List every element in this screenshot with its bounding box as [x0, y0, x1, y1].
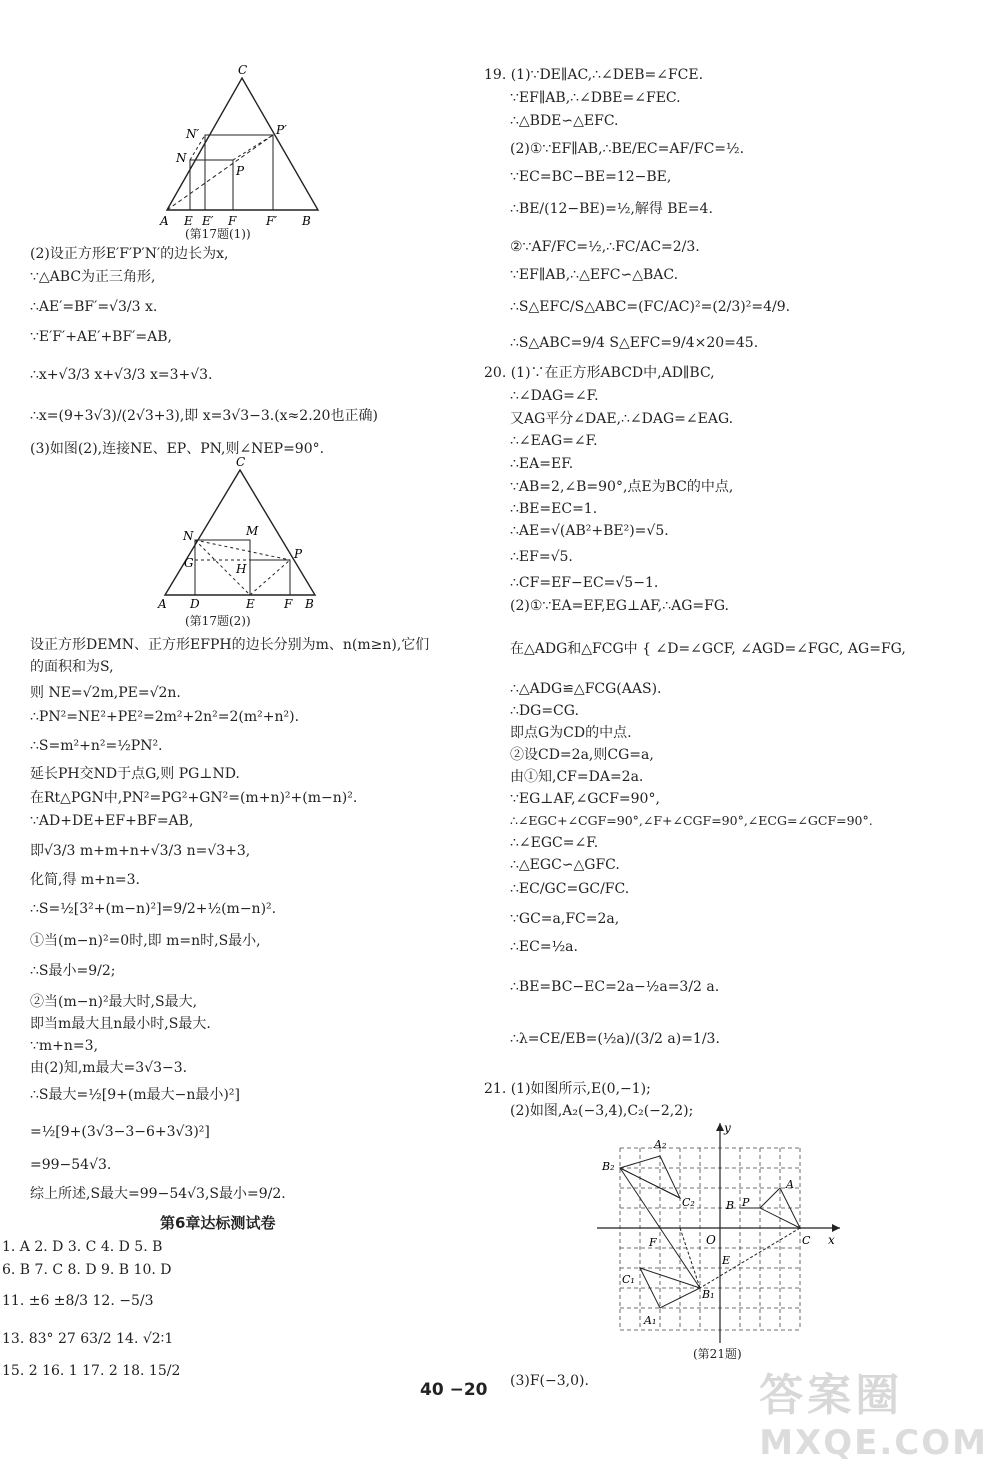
svg-text:P: P	[294, 547, 303, 561]
text-line: ∴CF=EF−EC=√5−1.	[510, 575, 659, 591]
figure-17-2-caption: (第17题(2))	[185, 614, 251, 628]
svg-text:P: P	[742, 1196, 750, 1209]
watermark-url: MXQE.COM	[759, 1423, 988, 1463]
text-line: ∴AE′=BF′=√3/3 x.	[30, 299, 158, 315]
text-line: 化简,得 m+n=3.	[30, 872, 141, 888]
svg-text:F′: F′	[266, 214, 278, 228]
svg-text:G: G	[184, 556, 194, 570]
text-line: =99−54√3.	[30, 1157, 112, 1173]
svg-text:F: F	[284, 597, 293, 611]
figure-21-grid	[592, 1118, 852, 1348]
answer-line: 11. ±6 ±8/3 12. −5/3	[2, 1293, 154, 1309]
text-line: 20. (1)∵在正方形ABCD中,AD∥BC,	[484, 365, 715, 381]
answer-line: 15. 2 16. 1 17. 2 18. 15/2	[2, 1363, 181, 1379]
svg-text:O: O	[706, 1233, 716, 1247]
text-line: ∵EC=BC−BE=12−BE,	[510, 169, 672, 185]
text-line: ∵E′F′+AE′+BF′=AB,	[30, 329, 172, 345]
svg-text:C₂: C₂	[682, 1196, 695, 1209]
svg-text:N: N	[183, 529, 194, 543]
text-line: 综上所述,S最大=99−54√3,S最小=9/2.	[30, 1186, 286, 1202]
text-line: ∵AB=2,∠B=90°,点E为BC的中点,	[510, 479, 734, 495]
text-line: ∴EC=½a.	[510, 939, 578, 955]
text-line: 又AG平分∠DAE,∴∠DAG=∠EAG.	[510, 411, 734, 427]
chapter-title: 第6章达标测试卷	[160, 1214, 276, 1232]
svg-text:C₁: C₁	[622, 1273, 635, 1286]
svg-text:P′: P′	[276, 123, 287, 137]
text-line: ∴λ=CE/EB=(½a)/(3/2 a)=1/3.	[510, 1031, 720, 1047]
text-line: (2)①∵EF∥AB,∴BE/EC=AF/FC=½.	[510, 141, 745, 157]
watermark	[759, 1359, 988, 1463]
svg-text:B: B	[726, 1199, 735, 1212]
text-line: 的面积和为S,	[30, 659, 114, 675]
svg-text:A₂: A₂	[654, 1138, 667, 1151]
answer-line: 6. B 7. C 8. D 9. B 10. D	[2, 1262, 172, 1278]
text-line: ∴PN²=NE²+PE²=2m²+2n²=2(m²+n²).	[30, 709, 300, 725]
text-line: ∴S=m²+n²=½PN².	[30, 738, 163, 754]
text-line: 则 NE=√2m,PE=√2n.	[30, 685, 181, 701]
text-line: ∴△ADG≌△FCG(AAS).	[510, 681, 662, 697]
text-line: ∴S最大=½[9+(m最大−n最小)²]	[30, 1087, 240, 1103]
svg-text:A: A	[158, 597, 167, 611]
text-line: ∵EF∥AB,∴∠DBE=∠FEC.	[510, 90, 681, 106]
text-line: (2)①∵EA=EF,EG⊥AF,∴AG=FG.	[510, 598, 729, 614]
svg-text:A₁: A₁	[644, 1314, 657, 1327]
text-line: 延长PH交ND于点G,则 PG⊥ND.	[30, 766, 240, 782]
text-line: ∴S△ABC=9/4 S△EFC=9/4×20=45.	[510, 335, 759, 351]
text-line: ①当(m−n)²=0时,即 m=n时,S最小,	[30, 933, 261, 949]
svg-text:B: B	[302, 214, 311, 228]
svg-text:N′: N′	[186, 127, 200, 141]
svg-text:C: C	[802, 1234, 811, 1247]
svg-text:B₂: B₂	[602, 1160, 615, 1173]
svg-text:E: E	[184, 214, 193, 228]
text-line: ∵m+n=3,	[30, 1038, 99, 1054]
figure-17-2	[150, 455, 330, 615]
figure-21-caption: (第21题)	[693, 1347, 742, 1361]
svg-text:A: A	[160, 214, 169, 228]
text-line: ∴EF=√5.	[510, 549, 573, 565]
page-number: 40 −20	[420, 1380, 488, 1400]
svg-text:D: D	[190, 597, 200, 611]
svg-text:F: F	[228, 214, 237, 228]
text-line: ∴S△EFC/S△ABC=(FC/AC)²=(2/3)²=4/9.	[510, 299, 791, 315]
text-line: ∵AD+DE+EF+BF=AB,	[30, 813, 194, 829]
svg-text:C: C	[238, 63, 248, 77]
text-line: ∴BE=BC−EC=2a−½a=3/2 a.	[510, 979, 720, 995]
text-line: 由(2)知,m最大=3√3−3.	[30, 1060, 188, 1076]
text-line: ∵EF∥AB,∴△EFC∽△BAC.	[510, 267, 679, 283]
text-line: 即当m最大且n最小时,S最大.	[30, 1016, 211, 1032]
text-line: ∴S最小=9/2;	[30, 963, 116, 979]
svg-text:x: x	[828, 1233, 835, 1247]
text-line: ∴EA=EF.	[510, 456, 574, 472]
text-line: ∴∠DAG=∠F.	[510, 388, 599, 404]
text-line: ∴EC/GC=GC/FC.	[510, 881, 630, 897]
svg-text:B: B	[305, 597, 314, 611]
text-line: ∵△ABC为正三角形,	[30, 269, 156, 285]
text-line: ∴DG=CG.	[510, 703, 579, 719]
text-line: ∴BE=EC=1.	[510, 501, 598, 517]
text-line: 设正方形DEMN、正方形EFPH的边长分别为m、n(m≥n),它们	[30, 637, 430, 653]
figure-17-1-caption: (第17题(1))	[185, 227, 251, 241]
text-line: (2)如图,A₂(−3,4),C₂(−2,2);	[510, 1103, 694, 1119]
text-line: 即√3/3 m+m+n+√3/3 n=√3+3,	[30, 843, 251, 859]
text-line: 由①知,CF=DA=2a.	[510, 769, 644, 785]
text-line: 21. (1)如图所示,E(0,−1);	[484, 1081, 651, 1097]
svg-text:B₁: B₁	[702, 1288, 715, 1301]
svg-text:C: C	[236, 455, 246, 469]
text-line: (2)设正方形E′F′P′N′的边长为x,	[30, 246, 229, 262]
text-line: ∴△EGC∽△GFC.	[510, 857, 620, 873]
answer-line: 1. A 2. D 3. C 4. D 5. B	[2, 1239, 163, 1255]
svg-text:F: F	[649, 1236, 657, 1249]
text-line: ②设CD=2a,则CG=a,	[510, 747, 654, 763]
svg-text:E: E	[722, 1254, 731, 1267]
text-line: =½[9+(3√3−3−6+3√3)²]	[30, 1124, 210, 1140]
svg-text:E: E	[246, 597, 255, 611]
svg-text:E′: E′	[202, 214, 214, 228]
svg-text:N: N	[176, 151, 187, 165]
svg-text:A: A	[786, 1178, 794, 1191]
text-line: ∴△BDE∽△EFC.	[510, 113, 619, 129]
text-line: 19. (1)∵DE∥AC,∴∠DEB=∠FCE.	[484, 67, 704, 83]
text-line: 在Rt△PGN中,PN²=PG²+GN²=(m+n)²+(m−n)².	[30, 790, 358, 806]
svg-text:H: H	[236, 562, 247, 576]
svg-text:P: P	[236, 164, 245, 178]
text-line: ②当(m−n)²最大时,S最大,	[30, 994, 198, 1010]
text-line: ②∵AF/FC=½,∴FC/AC=2/3.	[510, 239, 700, 255]
svg-text:y: y	[724, 1121, 731, 1135]
text-line: ∴∠EGC=∠F.	[510, 835, 599, 851]
text-line: ∴x+√3/3 x+√3/3 x=3+√3.	[30, 367, 213, 383]
text-line: ∴AE=√(AB²+BE²)=√5.	[510, 523, 669, 539]
text-line: 即点G为CD的中点.	[510, 725, 632, 741]
figure-17-1	[150, 60, 330, 235]
watermark-logo-text: 答案圈	[759, 1370, 904, 1421]
text-line: 在△ADG和△FCG中 { ∠D=∠GCF, ∠AGD=∠FGC, AG=FG,	[510, 641, 906, 657]
svg-text:M: M	[246, 524, 259, 538]
text-line: ∴BE/(12−BE)=½,解得 BE=4.	[510, 201, 713, 217]
text-line: ∵EG⊥AF,∠GCF=90°,	[510, 791, 660, 807]
text-line: ∴∠EGC+∠CGF=90°,∠F+∠CGF=90°,∠ECG=∠GCF=90°.	[510, 813, 873, 828]
text-line: ∴S=½[3²+(m−n)²]=9/2+½(m−n)².	[30, 901, 277, 917]
text-line: (3)如图(2),连接NE、EP、PN,则∠NEP=90°.	[30, 441, 325, 457]
answer-line: 13. 83° 27 63/2 14. √2∶1	[2, 1331, 174, 1347]
text-line: ∴∠EAG=∠F.	[510, 433, 598, 449]
text-line: (3)F(−3,0).	[510, 1373, 589, 1389]
text-line: ∴x=(9+3√3)/(2√3+3),即 x=3√3−3.(x≈2.20也正确)	[30, 408, 378, 424]
text-line: ∵GC=a,FC=2a,	[510, 911, 620, 927]
